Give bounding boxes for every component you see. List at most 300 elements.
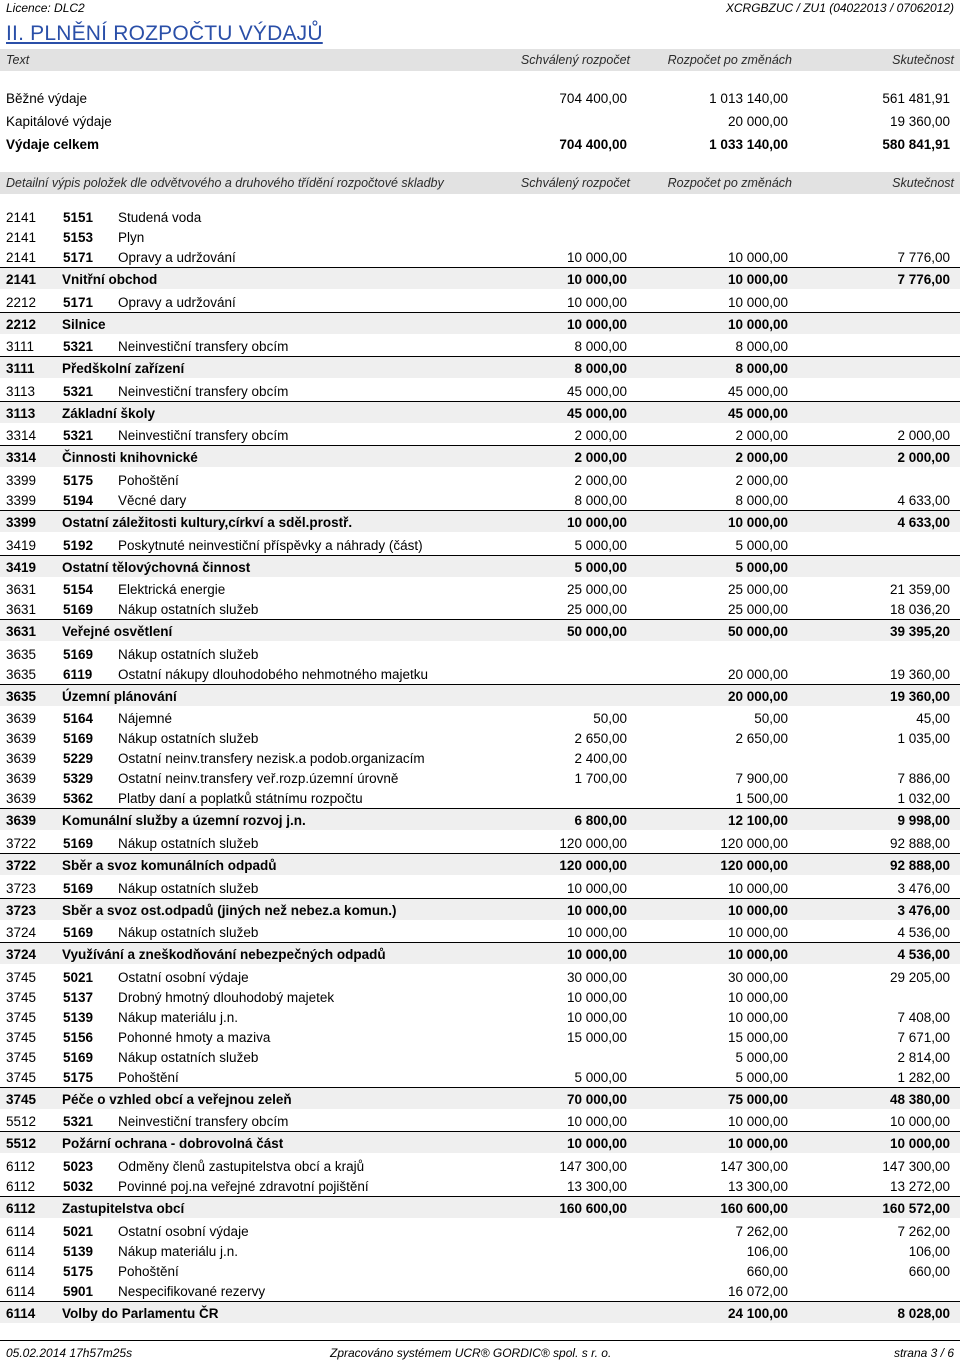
after-changes-value: 160 600,00: [720, 1201, 788, 1216]
subtotal-label: Požární ochrana - dobrovolná část: [62, 1136, 284, 1152]
actual-value: 3 476,00: [897, 902, 950, 918]
after-changes-value: 10 000,00: [727, 250, 788, 265]
summary-after-changes: 20 000,00: [727, 114, 788, 129]
approved-value: 45 000,00: [566, 405, 627, 421]
item-label: Neinvestiční transfery obcím: [118, 339, 289, 355]
item-label: Opravy a udržování: [118, 294, 236, 310]
actual-value: 8 028,00: [897, 1305, 950, 1321]
paragraph-code: 2141: [6, 250, 37, 265]
paragraph-code: 3745: [6, 1049, 37, 1065]
subtotal-label: Veřejné osvětlení: [62, 624, 173, 640]
item-label: Ostatní nákupy dlouhodobého nehmotného majetku: [118, 666, 428, 682]
item-code: 5154: [63, 582, 94, 598]
table-row: [0, 1241, 960, 1261]
subtotal-label: Základní školy: [62, 405, 156, 421]
approved-value: 6 800,00: [574, 813, 627, 829]
summary-label: Výdaje celkem: [6, 137, 100, 152]
summary-approved: 704 400,00: [559, 91, 627, 106]
item-label: Věcné dary: [118, 493, 187, 508]
approved-value: 2 400,00: [574, 751, 627, 767]
table-row: [0, 708, 960, 728]
item-code: 5021: [63, 1223, 94, 1239]
subtotal-label: Sběr a svoz ost.odpadů (jiných než nebez.a komun.): [62, 902, 397, 918]
paragraph-code: 5512: [6, 1114, 37, 1130]
actual-value: 660,00: [908, 1263, 950, 1279]
item-label: Ostatní osobní výdaje: [118, 1223, 249, 1239]
paragraph-code: 3399: [6, 515, 37, 530]
item-label: Odměny členů zastupitelstva obcí a krajů: [118, 1159, 365, 1174]
item-label: Pohoštění: [118, 1263, 179, 1279]
after-changes-value: 8 000,00: [735, 493, 788, 508]
actual-value: 10 000,00: [889, 1136, 950, 1152]
approved-value: 15 000,00: [566, 1029, 627, 1045]
item-label: Neinvestiční transfery obcím: [118, 1114, 289, 1130]
after-changes-value: 50 000,00: [727, 624, 788, 640]
actual-value: 4 633,00: [897, 515, 950, 530]
paragraph-code: 3745: [6, 1069, 37, 1085]
actual-value: 7 408,00: [897, 1009, 950, 1025]
after-changes-value: 120 000,00: [720, 836, 788, 851]
table-row: [0, 599, 960, 619]
approved-value: 1 700,00: [574, 771, 627, 787]
table-row: [0, 1047, 960, 1067]
approved-value: 5 000,00: [574, 559, 627, 575]
subtotal-label: Zastupitelstva obcí: [62, 1201, 185, 1216]
item-code: 5192: [63, 537, 94, 553]
approved-value: 2 000,00: [574, 473, 627, 488]
item-label: Neinvestiční transfery obcím: [118, 383, 289, 399]
approved-value: 10 000,00: [566, 1009, 627, 1025]
paragraph-code: 3113: [6, 405, 36, 421]
table-row-subtotal: [0, 942, 960, 964]
paragraph-code: 3639: [6, 731, 37, 747]
item-code: 5153: [63, 230, 94, 245]
footer-page: strana 3 / 6: [893, 1346, 954, 1360]
approved-value: 10 000,00: [566, 272, 627, 287]
item-label: Poskytnuté neinvestiční příspěvky a náhrady (část): [118, 537, 423, 553]
after-changes-value: 75 000,00: [727, 1091, 788, 1107]
approved-value: 10 000,00: [566, 1136, 627, 1152]
subtotal-label: Volby do Parlamentu ČR: [62, 1305, 219, 1321]
approved-value: 2 650,00: [574, 731, 627, 747]
item-code: 5171: [63, 294, 94, 310]
after-changes-value: 10 000,00: [727, 1114, 788, 1130]
table-row-subtotal: [0, 898, 960, 920]
item-label: Povinné poj.na veřejné zdravotní pojištění: [118, 1179, 369, 1194]
table-row: [0, 1067, 960, 1087]
table-row-subtotal: [0, 401, 960, 423]
summary-after-changes: 1 013 140,00: [709, 91, 788, 106]
paragraph-code: 2212: [6, 294, 37, 310]
approved-value: 25 000,00: [566, 602, 627, 618]
after-changes-value: 10 000,00: [727, 1136, 788, 1152]
approved-value: 10 000,00: [566, 250, 627, 265]
after-changes-value: 5 000,00: [735, 559, 788, 575]
actual-value: 7 671,00: [897, 1029, 950, 1045]
after-changes-value: 13 300,00: [727, 1179, 788, 1194]
item-code: 5023: [63, 1159, 94, 1174]
actual-value: 21 359,00: [889, 582, 950, 598]
approved-value: 5 000,00: [574, 1069, 627, 1085]
actual-value: 160 572,00: [882, 1201, 950, 1216]
table-row: [0, 207, 960, 227]
after-changes-value: 24 100,00: [727, 1305, 788, 1321]
item-code: 5139: [63, 1009, 94, 1025]
paragraph-code: 3635: [6, 666, 37, 682]
paragraph-code: 3723: [6, 902, 37, 918]
actual-value: 92 888,00: [889, 836, 950, 851]
after-changes-value: 10 000,00: [727, 272, 788, 287]
actual-value: 106,00: [908, 1243, 950, 1259]
actual-value: 4 536,00: [897, 925, 950, 941]
table-row: [0, 728, 960, 748]
paragraph-code: 3639: [6, 751, 37, 767]
page-title: II. PLNĚNÍ ROZPOČTU VÝDAJŮ: [6, 22, 323, 45]
after-changes-value: 10 000,00: [727, 880, 788, 896]
paragraph-code: 3745: [6, 989, 37, 1005]
approved-value: 2 000,00: [574, 428, 627, 444]
after-changes-value: 10 000,00: [727, 1009, 788, 1025]
actual-value: 19 360,00: [889, 666, 950, 682]
after-changes-value: 45 000,00: [727, 383, 788, 399]
table-row: [0, 1111, 960, 1131]
paragraph-code: 3724: [6, 925, 37, 941]
after-changes-value: 10 000,00: [727, 902, 788, 918]
actual-value: 1 035,00: [897, 731, 950, 747]
after-changes-value: 15 000,00: [727, 1029, 788, 1045]
approved-value: 50 000,00: [566, 624, 627, 640]
actual-value: 48 380,00: [889, 1091, 950, 1107]
actual-value: 7 776,00: [897, 272, 950, 287]
col-after-changes-header: Rozpočet po změnách: [667, 176, 792, 190]
item-label: Elektrická energie: [118, 582, 226, 598]
actual-value: 7 886,00: [897, 771, 950, 787]
item-label: Nákup materiálu j.n.: [118, 1243, 239, 1259]
after-changes-value: 10 000,00: [727, 947, 788, 963]
table-row-subtotal: [0, 267, 960, 289]
item-label: Nákup ostatních služeb: [118, 880, 259, 896]
paragraph-code: 3111: [6, 361, 35, 377]
after-changes-value: 10 000,00: [727, 989, 788, 1005]
table-row-subtotal: [0, 684, 960, 706]
col-actual-header: Skutečnost: [892, 53, 954, 67]
actual-value: 45,00: [916, 711, 950, 727]
item-label: Nákup ostatních služeb: [118, 602, 259, 618]
item-code: 5169: [63, 925, 94, 941]
actual-value: 1 032,00: [897, 791, 950, 807]
paragraph-code: 3639: [6, 791, 37, 807]
subtotal-label: Sběr a svoz komunálních odpadů: [62, 858, 277, 873]
item-code: 5156: [63, 1029, 94, 1045]
paragraph-code: 3635: [6, 646, 37, 662]
table-row: [0, 381, 960, 401]
paragraph-code: 3723: [6, 880, 37, 896]
item-code: 5151: [63, 210, 94, 225]
table-row: [0, 1007, 960, 1027]
table-row: [0, 425, 960, 445]
actual-value: 10 000,00: [889, 1114, 950, 1130]
col-detail-text-header: Detailní výpis položek dle odvětvového a druhového třídění rozpočtové skladby: [6, 176, 444, 190]
actual-value: 1 282,00: [897, 1069, 950, 1085]
actual-value: 147 300,00: [882, 1159, 950, 1174]
subtotal-label: Komunální služby a územní rozvoj j.n.: [62, 813, 306, 829]
summary-after-changes: 1 033 140,00: [709, 137, 788, 152]
item-label: Platby daní a poplatků státnímu rozpočtu: [118, 791, 363, 807]
subtotal-label: Vnitřní obchod: [62, 272, 158, 287]
paragraph-code: 3399: [6, 473, 37, 488]
approved-value: 13 300,00: [566, 1179, 627, 1194]
approved-value: 10 000,00: [566, 989, 627, 1005]
table-row: [0, 579, 960, 599]
after-changes-value: 120 000,00: [720, 858, 788, 873]
after-changes-value: 10 000,00: [727, 925, 788, 941]
paragraph-code: 2141: [6, 230, 37, 245]
paragraph-code: 3745: [6, 1029, 37, 1045]
subtotal-label: Předškolní zařízení: [62, 361, 185, 377]
item-label: Pohoštění: [118, 1069, 179, 1085]
after-changes-value: 5 000,00: [735, 1069, 788, 1085]
table-row: [0, 922, 960, 942]
table-row-subtotal: [0, 1301, 960, 1323]
actual-value: 13 272,00: [889, 1179, 950, 1194]
after-changes-value: 25 000,00: [727, 602, 788, 618]
summary-label: Kapitálové výdaje: [6, 114, 112, 129]
col-after-changes-header: Rozpočet po změnách: [667, 53, 792, 67]
subtotal-label: Územní plánování: [62, 688, 177, 704]
actual-value: 39 395,20: [889, 624, 950, 640]
item-code: 5169: [63, 602, 94, 618]
item-label: Nákup ostatních služeb: [118, 731, 259, 747]
table-row: [0, 247, 960, 267]
actual-value: 2 814,00: [897, 1049, 950, 1065]
table-row-subtotal: [0, 312, 960, 334]
item-label: Ostatní osobní výdaje: [118, 969, 249, 985]
actual-value: 3 476,00: [897, 880, 950, 896]
table-row: [0, 227, 960, 247]
item-label: Drobný hmotný dlouhodobý majetek: [118, 989, 335, 1005]
table-row: [0, 644, 960, 664]
paragraph-code: 3399: [6, 493, 37, 508]
table-row: [0, 470, 960, 490]
actual-value: 19 360,00: [889, 688, 950, 704]
paragraph-code: 6114: [6, 1223, 36, 1239]
table-row-subtotal: [0, 619, 960, 641]
table-row: [0, 768, 960, 788]
paragraph-code: 2212: [6, 316, 37, 332]
actual-value: 92 888,00: [889, 858, 950, 873]
summary-header: [0, 49, 960, 71]
table-row-subtotal: [0, 356, 960, 378]
summary-row-current: [0, 87, 960, 109]
item-code: 5321: [63, 339, 94, 355]
table-row: [0, 878, 960, 898]
paragraph-code: 3635: [6, 688, 37, 704]
item-label: Nákup ostatních služeb: [118, 925, 259, 941]
table-row: [0, 967, 960, 987]
item-label: Studená voda: [118, 210, 202, 225]
paragraph-code: 3722: [6, 858, 37, 873]
item-code: 5321: [63, 383, 94, 399]
paragraph-code: 3314: [6, 428, 37, 444]
col-actual-header: Skutečnost: [892, 176, 954, 190]
table-row-subtotal: [0, 1196, 960, 1218]
approved-value: 8 000,00: [574, 361, 627, 377]
approved-value: 10 000,00: [566, 294, 627, 310]
paragraph-code: 3113: [6, 383, 36, 399]
report-code: XCRGBZUC / ZU1 (04022013 / 07062012): [725, 1, 954, 15]
item-label: Ostatní neinv.transfery nezisk.a podob.organizacím: [118, 751, 425, 767]
approved-value: 2 000,00: [574, 450, 627, 466]
after-changes-value: 10 000,00: [727, 316, 788, 332]
paragraph-code: 3314: [6, 450, 37, 466]
paragraph-code: 3639: [6, 771, 37, 787]
approved-value: 120 000,00: [559, 858, 627, 873]
item-label: Opravy a udržování: [118, 250, 236, 265]
subtotal-label: Činnosti knihovnické: [62, 450, 198, 466]
approved-value: 10 000,00: [566, 947, 627, 963]
approved-value: 50,00: [593, 711, 627, 727]
item-label: Nájemné: [118, 711, 173, 727]
table-row: [0, 1281, 960, 1301]
after-changes-value: 12 100,00: [727, 813, 788, 829]
col-approved-header: Schválený rozpočet: [520, 176, 630, 190]
actual-value: 18 036,20: [889, 602, 950, 618]
after-changes-value: 45 000,00: [727, 405, 788, 421]
top-line: [6, 0, 954, 16]
col-approved-header: Schválený rozpočet: [520, 53, 630, 67]
table-row: [0, 336, 960, 356]
item-code: 5032: [63, 1179, 94, 1194]
actual-value: 2 000,00: [897, 428, 950, 444]
after-changes-value: 8 000,00: [735, 361, 788, 377]
after-changes-value: 16 072,00: [727, 1283, 788, 1299]
item-code: 5175: [63, 473, 94, 488]
item-label: Nespecifikované rezervy: [118, 1283, 266, 1299]
paragraph-code: 6114: [6, 1283, 36, 1299]
item-label: Pohonné hmoty a maziva: [118, 1029, 271, 1045]
table-row-subtotal: [0, 445, 960, 467]
table-row-subtotal: [0, 1087, 960, 1109]
approved-value: 10 000,00: [566, 925, 627, 941]
approved-value: 10 000,00: [566, 515, 627, 530]
paragraph-code: 3631: [6, 624, 37, 640]
table-row: [0, 748, 960, 768]
item-code: 5164: [63, 711, 94, 727]
item-label: Nákup ostatních služeb: [118, 646, 259, 662]
table-row: [0, 788, 960, 808]
approved-value: 70 000,00: [566, 1091, 627, 1107]
after-changes-value: 660,00: [746, 1263, 788, 1279]
approved-value: 160 600,00: [559, 1201, 627, 1216]
summary-label: Běžné výdaje: [6, 91, 88, 106]
table-row: [0, 292, 960, 312]
footer: [0, 1340, 960, 1361]
paragraph-code: 3724: [6, 947, 37, 963]
item-label: Ostatní neinv.transfery veř.rozp.územní úrovně: [118, 771, 399, 787]
approved-value: 120 000,00: [559, 836, 627, 851]
after-changes-value: 10 000,00: [727, 294, 788, 310]
after-changes-value: 50,00: [754, 711, 788, 727]
after-changes-value: 20 000,00: [727, 666, 788, 682]
table-row-subtotal: [0, 853, 960, 875]
table-row: [0, 664, 960, 684]
subtotal-label: Ostatní tělovýchovná činnost: [62, 559, 251, 575]
approved-value: 8 000,00: [574, 339, 627, 355]
summary-row-total: [0, 133, 960, 155]
table-row: [0, 1261, 960, 1281]
paragraph-code: 2141: [6, 272, 37, 287]
item-code: 5169: [63, 880, 94, 896]
footer-datetime: 05.02.2014 17h57m25s: [6, 1346, 133, 1360]
approved-value: 45 000,00: [566, 383, 627, 399]
paragraph-code: 6114: [6, 1243, 36, 1259]
actual-value: 7 262,00: [897, 1223, 950, 1239]
table-row: [0, 1156, 960, 1176]
paragraph-code: 3419: [6, 559, 37, 575]
paragraph-code: 6112: [6, 1159, 36, 1174]
after-changes-value: 8 000,00: [735, 339, 788, 355]
paragraph-code: 3745: [6, 1009, 37, 1025]
actual-value: 2 000,00: [897, 450, 950, 466]
table-row-subtotal: [0, 1131, 960, 1153]
after-changes-value: 2 000,00: [735, 428, 788, 444]
item-code: 5169: [63, 1049, 94, 1065]
item-label: Plyn: [118, 230, 145, 245]
table-row-subtotal: [0, 510, 960, 532]
item-code: 5329: [63, 771, 94, 787]
after-changes-value: 30 000,00: [727, 969, 788, 985]
paragraph-code: 3745: [6, 969, 37, 985]
after-changes-value: 20 000,00: [727, 688, 788, 704]
subtotal-label: Silnice: [62, 316, 106, 332]
approved-value: 25 000,00: [566, 582, 627, 598]
after-changes-value: 2 000,00: [735, 473, 788, 488]
after-changes-value: 106,00: [746, 1243, 788, 1259]
after-changes-value: 147 300,00: [720, 1159, 788, 1174]
item-label: Nákup ostatních služeb: [118, 1049, 259, 1065]
approved-value: 10 000,00: [566, 902, 627, 918]
summary-actual: 561 481,91: [882, 91, 950, 106]
item-code: 5171: [63, 250, 94, 265]
paragraph-code: 3722: [6, 836, 37, 851]
item-code: 5137: [63, 989, 94, 1005]
item-code: 5169: [63, 646, 94, 662]
after-changes-value: 7 900,00: [735, 771, 788, 787]
detail-header: [0, 172, 960, 194]
summary-actual: 580 841,91: [882, 137, 950, 152]
table-row: [0, 833, 960, 853]
item-code: 5321: [63, 1114, 94, 1130]
paragraph-code: 6112: [6, 1201, 36, 1216]
actual-value: 4 536,00: [897, 947, 950, 963]
actual-value: 9 998,00: [897, 813, 950, 829]
licence-label: Licence: DLC2: [6, 1, 85, 15]
after-changes-value: 2 000,00: [735, 450, 788, 466]
approved-value: 30 000,00: [566, 969, 627, 985]
table-row-subtotal: [0, 808, 960, 830]
item-code: 5175: [63, 1263, 94, 1279]
table-row: [0, 490, 960, 510]
table-row: [0, 1221, 960, 1241]
table-row: [0, 1176, 960, 1196]
subtotal-label: Ostatní záležitosti kultury,církví a sděl.prostř.: [62, 515, 353, 530]
col-text-header: Text: [6, 53, 30, 67]
approved-value: 8 000,00: [574, 493, 627, 508]
summary-actual: 19 360,00: [889, 114, 950, 129]
summary-approved: 704 400,00: [559, 137, 627, 152]
item-code: 5175: [63, 1069, 94, 1085]
actual-value: 29 205,00: [889, 969, 950, 985]
